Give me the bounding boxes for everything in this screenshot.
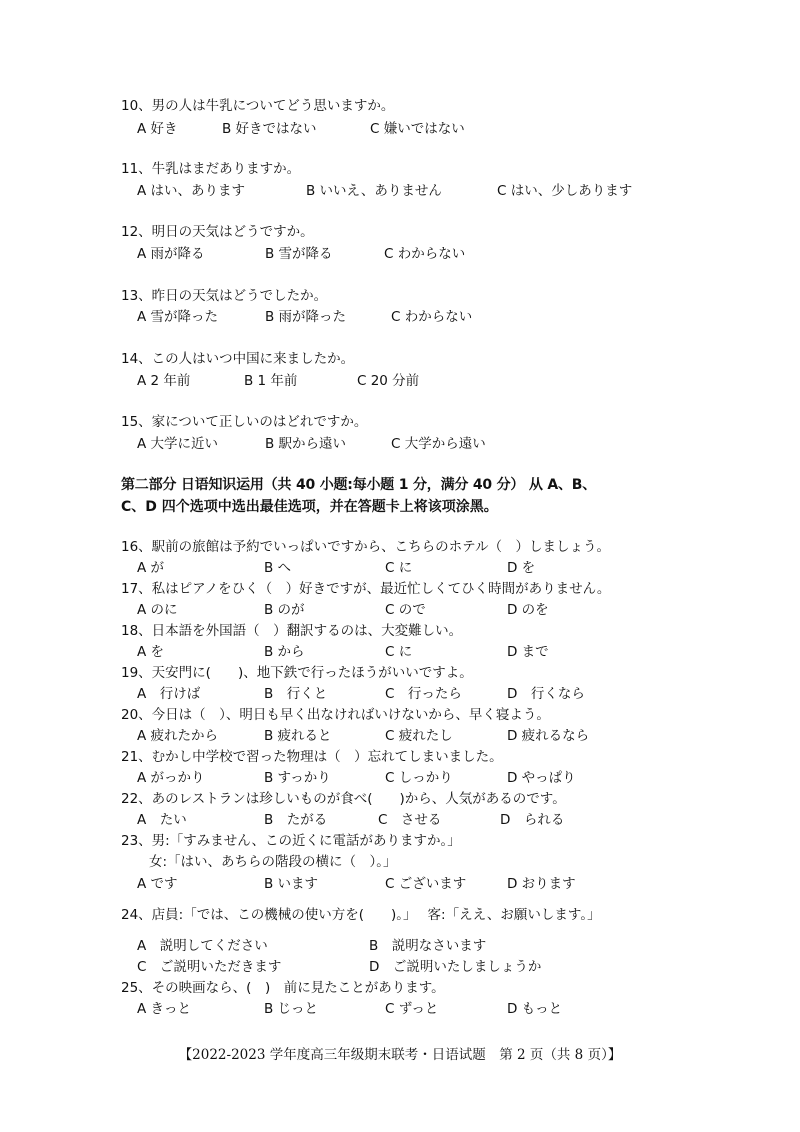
- option: B から: [264, 644, 305, 660]
- option: C はい、少しあります: [497, 183, 633, 199]
- question-stem: 13、昨日の天気はどうでしたか。: [121, 288, 328, 304]
- option: C 大学から遠い: [391, 436, 486, 452]
- option: B 1 年前: [244, 373, 298, 389]
- option-row: [0, 559, 800, 577]
- page-footer: 【2022-2023 学年度高三年级期末联考・日语试题 第 2 页（共 8 页）】: [178, 1047, 622, 1063]
- question-stem: 25、その映画なら、( ) 前に見たことがあります。: [121, 980, 445, 996]
- option: A を: [137, 644, 165, 660]
- option-row: [0, 958, 800, 976]
- option: B 雨が降った: [265, 309, 347, 325]
- option: D おります: [507, 876, 576, 892]
- option: A 説明してください: [137, 938, 268, 954]
- option: D もっと: [507, 1001, 563, 1017]
- option-row: [0, 601, 800, 619]
- question-stem: 16、駅前の旅館は予約でいっぱいですから、こちらのホテル（ ）しましょう。: [121, 539, 611, 555]
- option: A がっかり: [137, 770, 205, 786]
- option: A 疲れたから: [137, 728, 219, 744]
- option: B すっかり: [264, 770, 331, 786]
- question-stem-continuation: 女:「はい、あちらの階段の横に（ ）。」: [149, 854, 397, 870]
- option-row: [0, 182, 800, 200]
- option: D ご説明いたしましょうか: [369, 959, 542, 975]
- section-heading: 第二部分 日语知识运用（共 40 小题:每小题 1 分，满分 40 分） 从 A、B、: [121, 477, 597, 493]
- option: C に: [385, 644, 413, 660]
- option-row: [0, 769, 800, 787]
- option: B います: [264, 876, 319, 892]
- option: C に: [385, 560, 413, 576]
- option: D られる: [500, 812, 565, 828]
- option: B のが: [264, 602, 305, 618]
- option: D 疲れるなら: [507, 728, 590, 744]
- question-stem: 18、日本語を外国語（ ）翻訳するのは、大変難しい。: [121, 623, 463, 639]
- option: D まで: [507, 644, 549, 660]
- option: B いいえ、ありません: [306, 183, 442, 199]
- option: B 説明なさいます: [369, 938, 487, 954]
- option: B じっと: [264, 1001, 319, 1017]
- option: B 好きではない: [222, 121, 317, 137]
- option: A 雨が降る: [137, 246, 205, 262]
- option-row: [0, 811, 800, 829]
- option: C ご説明いただきます: [137, 959, 282, 975]
- option-row: [0, 685, 800, 703]
- option: B 疲れると: [264, 728, 332, 744]
- question-stem: 14、この人はいつ中国に来ましたか。: [121, 351, 355, 367]
- option: A 雪が降った: [137, 309, 219, 325]
- option: C 嫌いではない: [370, 121, 465, 137]
- option: B 雪が降る: [265, 246, 333, 262]
- option: C 20 分前: [357, 373, 420, 389]
- option: C ございます: [385, 876, 467, 892]
- option: A 大学に近い: [137, 436, 219, 452]
- question-stem: 15、家について正しいのはどれですか。: [121, 414, 368, 430]
- option: B 行くと: [264, 686, 328, 702]
- question-stem: 12、明日の天気はどうですか。: [121, 224, 314, 240]
- option: A たい: [137, 812, 187, 828]
- option: D 行くなら: [507, 686, 585, 702]
- option-row: [0, 875, 800, 893]
- option: A はい、あります: [137, 183, 246, 199]
- option-row: [0, 245, 800, 263]
- question-stem: 21、むかし中学校で習った物理は（ ）忘れてしまいました。: [121, 749, 503, 765]
- question-stem: 20、今日は（ ）、明日も早く出なければいけないから、早く寝よう。: [121, 707, 550, 723]
- option: C させる: [378, 812, 442, 828]
- option: D のを: [507, 602, 549, 618]
- question-stem: 23、男:「すみません、この近くに電話がありますか。」: [121, 833, 461, 849]
- option: C ずっと: [385, 1001, 439, 1017]
- option: C しっかり: [385, 770, 453, 786]
- option: B たがる: [264, 812, 328, 828]
- option: C 疲れたし: [385, 728, 453, 744]
- option: A 2 年前: [137, 373, 191, 389]
- option: C わからない: [391, 309, 473, 325]
- option: A 好き: [137, 121, 178, 137]
- option: C ので: [385, 602, 426, 618]
- option-row: [0, 372, 800, 390]
- question-stem: 22、あのレストランは珍しいものが食べ( )から、人気があるのです。: [121, 791, 566, 807]
- question-stem: 11、牛乳はまだありますか。: [121, 161, 301, 177]
- option: A です: [137, 876, 178, 892]
- option-row: [0, 937, 800, 955]
- option-row: [0, 308, 800, 326]
- option: B 駅から遠い: [265, 436, 347, 452]
- question-stem: 17、私はピアノをひく（ ）好きですが、最近忙しくてひく時間がありません。: [121, 581, 611, 597]
- option-row: [0, 727, 800, 745]
- section-heading: C、D 四个选项中选出最佳选项，并在答题卡上将该项涂黑。: [121, 499, 498, 515]
- option-row: [0, 1000, 800, 1018]
- option: B へ: [264, 560, 292, 576]
- question-stem: 24、店員:「では、この機械の使い方を( )。」 客:「ええ、お願いします。」: [121, 907, 601, 923]
- option: A 行けば: [137, 686, 201, 702]
- option: A きっと: [137, 1001, 192, 1017]
- option-row: [0, 120, 800, 138]
- option: A が: [137, 560, 165, 576]
- option: D やっぱり: [507, 770, 576, 786]
- question-stem: 19、天安門に( )、地下鉄で行ったほうがいいですよ。: [121, 665, 473, 681]
- option: C わからない: [384, 246, 466, 262]
- question-stem: 10、男の人は牛乳についてどう思いますか。: [121, 98, 395, 114]
- option: A のに: [137, 602, 178, 618]
- option: D を: [507, 560, 536, 576]
- option-row: [0, 643, 800, 661]
- option: C 行ったら: [385, 686, 462, 702]
- option-row: [0, 435, 800, 453]
